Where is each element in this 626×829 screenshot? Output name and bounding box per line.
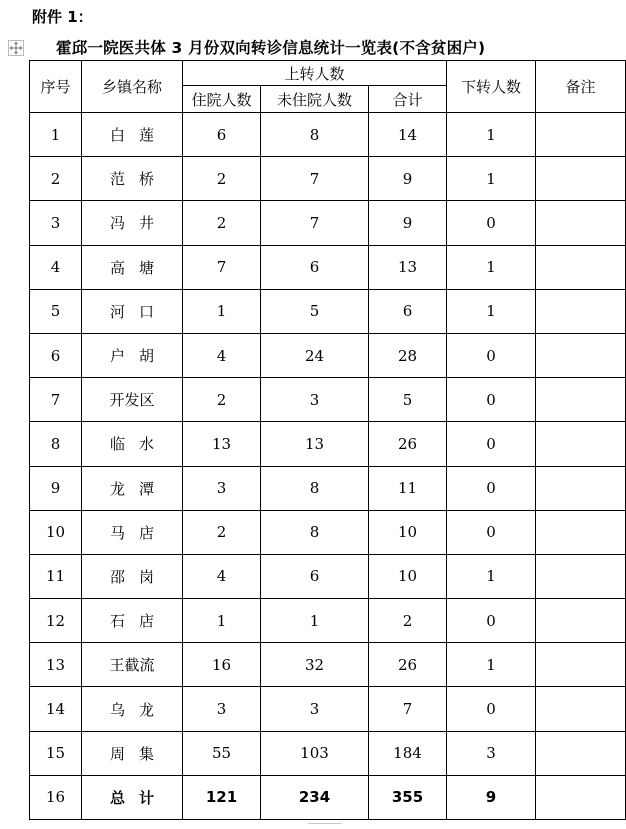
cell-town: 河口 bbox=[82, 289, 183, 333]
header-inpatient: 住院人数 bbox=[183, 86, 261, 113]
cell-seq: 10 bbox=[30, 510, 82, 554]
cell-remark bbox=[536, 422, 626, 466]
cell-seq: 7 bbox=[30, 378, 82, 422]
table-row bbox=[30, 333, 626, 377]
table-row bbox=[30, 289, 626, 333]
cell-remark bbox=[536, 289, 626, 333]
cell-inpatient: 2 bbox=[183, 157, 261, 201]
referral-table bbox=[29, 60, 626, 820]
cell-subtotal: 26 bbox=[369, 422, 447, 466]
cell-town: 白莲 bbox=[82, 113, 183, 157]
cell-inpatient: 2 bbox=[183, 201, 261, 245]
cell-downward: 0 bbox=[447, 466, 536, 510]
cell-town: 开发区 bbox=[82, 378, 183, 422]
cell-remark bbox=[536, 157, 626, 201]
cell-subtotal: 9 bbox=[369, 201, 447, 245]
cell-downward: 0 bbox=[447, 333, 536, 377]
cell-outpatient: 6 bbox=[261, 245, 369, 289]
cell-remark bbox=[536, 378, 626, 422]
header-downward: 下转人数 bbox=[447, 61, 536, 113]
cell-outpatient: 3 bbox=[261, 687, 369, 731]
cell-town: 范桥 bbox=[82, 157, 183, 201]
cell-subtotal: 28 bbox=[369, 333, 447, 377]
cell-seq: 3 bbox=[30, 201, 82, 245]
cell-subtotal: 6 bbox=[369, 289, 447, 333]
cell-inpatient: 2 bbox=[183, 378, 261, 422]
cell-downward: 1 bbox=[447, 245, 536, 289]
cell-outpatient: 1 bbox=[261, 599, 369, 643]
cell-outpatient: 32 bbox=[261, 643, 369, 687]
cell-downward: 1 bbox=[447, 157, 536, 201]
table-row bbox=[30, 687, 626, 731]
cell-town: 乌龙 bbox=[82, 687, 183, 731]
cell-outpatient: 24 bbox=[261, 333, 369, 377]
cell-inpatient: 2 bbox=[183, 510, 261, 554]
header-town: 乡镇名称 bbox=[82, 61, 183, 113]
header-remark: 备注 bbox=[536, 61, 626, 113]
cell-seq: 1 bbox=[30, 113, 82, 157]
cell-seq: 9 bbox=[30, 466, 82, 510]
cell-town: 高塘 bbox=[82, 245, 183, 289]
cell-downward: 1 bbox=[447, 113, 536, 157]
cell-outpatient: 7 bbox=[261, 201, 369, 245]
cell-remark bbox=[536, 643, 626, 687]
total-inpatient: 121 bbox=[183, 775, 261, 819]
cell-downward: 0 bbox=[447, 687, 536, 731]
table-row bbox=[30, 731, 626, 775]
cell-outpatient: 5 bbox=[261, 289, 369, 333]
table-row bbox=[30, 378, 626, 422]
total-row bbox=[30, 775, 626, 819]
cell-inpatient: 1 bbox=[183, 289, 261, 333]
cell-downward: 0 bbox=[447, 201, 536, 245]
cell-remark bbox=[536, 333, 626, 377]
cell-town: 临水 bbox=[82, 422, 183, 466]
cell-seq: 13 bbox=[30, 643, 82, 687]
cell-subtotal: 10 bbox=[369, 554, 447, 598]
cell-inpatient: 3 bbox=[183, 687, 261, 731]
cell-seq: 5 bbox=[30, 289, 82, 333]
table-row bbox=[30, 554, 626, 598]
cell-outpatient: 103 bbox=[261, 731, 369, 775]
table-row bbox=[30, 201, 626, 245]
cell-remark bbox=[536, 245, 626, 289]
cell-seq: 2 bbox=[30, 157, 82, 201]
cell-inpatient: 13 bbox=[183, 422, 261, 466]
cell-remark bbox=[536, 510, 626, 554]
cell-town: 马店 bbox=[82, 510, 183, 554]
cell-subtotal: 9 bbox=[369, 157, 447, 201]
cell-town: 户胡 bbox=[82, 333, 183, 377]
cell-outpatient: 8 bbox=[261, 510, 369, 554]
header-upward: 上转人数 bbox=[183, 61, 447, 86]
total-subtotal: 355 bbox=[369, 775, 447, 819]
cell-town: 邵岗 bbox=[82, 554, 183, 598]
cell-town: 冯井 bbox=[82, 201, 183, 245]
table-row bbox=[30, 643, 626, 687]
table-row bbox=[30, 599, 626, 643]
cell-inpatient: 4 bbox=[183, 333, 261, 377]
cell-inpatient: 16 bbox=[183, 643, 261, 687]
cell-remark bbox=[536, 599, 626, 643]
cell-seq: 12 bbox=[30, 599, 82, 643]
table-row bbox=[30, 157, 626, 201]
cell-remark bbox=[536, 466, 626, 510]
cell-subtotal: 7 bbox=[369, 687, 447, 731]
cell-downward: 0 bbox=[447, 599, 536, 643]
cell-subtotal: 184 bbox=[369, 731, 447, 775]
cell-outpatient: 8 bbox=[261, 113, 369, 157]
cell-downward: 1 bbox=[447, 643, 536, 687]
cell-downward: 0 bbox=[447, 378, 536, 422]
cell-downward: 1 bbox=[447, 289, 536, 333]
cell-seq: 6 bbox=[30, 333, 82, 377]
cell-subtotal: 10 bbox=[369, 510, 447, 554]
attachment-label: 附件 1： bbox=[32, 8, 93, 26]
cell-seq: 4 bbox=[30, 245, 82, 289]
header-subtotal: 合计 bbox=[369, 86, 447, 113]
cell-inpatient: 6 bbox=[183, 113, 261, 157]
cell-town: 石店 bbox=[82, 599, 183, 643]
cell-remark bbox=[536, 201, 626, 245]
page-edge-marker bbox=[308, 823, 342, 829]
total-seq: 16 bbox=[30, 775, 82, 819]
cell-subtotal: 5 bbox=[369, 378, 447, 422]
total-downward: 9 bbox=[447, 775, 536, 819]
cell-subtotal: 13 bbox=[369, 245, 447, 289]
cell-subtotal: 2 bbox=[369, 599, 447, 643]
table-row bbox=[30, 113, 626, 157]
total-outpatient: 234 bbox=[261, 775, 369, 819]
cell-downward: 0 bbox=[447, 510, 536, 554]
move-arrows-icon[interactable] bbox=[8, 40, 24, 56]
cell-downward: 1 bbox=[447, 554, 536, 598]
cell-outpatient: 13 bbox=[261, 422, 369, 466]
cell-remark bbox=[536, 687, 626, 731]
cell-subtotal: 26 bbox=[369, 643, 447, 687]
cell-seq: 14 bbox=[30, 687, 82, 731]
cell-subtotal: 11 bbox=[369, 466, 447, 510]
cell-inpatient: 3 bbox=[183, 466, 261, 510]
cell-inpatient: 1 bbox=[183, 599, 261, 643]
header-outpatient: 未住院人数 bbox=[261, 86, 369, 113]
cell-seq: 11 bbox=[30, 554, 82, 598]
cell-outpatient: 7 bbox=[261, 157, 369, 201]
cell-town: 龙潭 bbox=[82, 466, 183, 510]
cell-outpatient: 3 bbox=[261, 378, 369, 422]
cell-inpatient: 55 bbox=[183, 731, 261, 775]
table-row bbox=[30, 466, 626, 510]
cell-remark bbox=[536, 554, 626, 598]
cell-remark bbox=[536, 731, 626, 775]
total-remark bbox=[536, 775, 626, 819]
cell-inpatient: 7 bbox=[183, 245, 261, 289]
cell-inpatient: 4 bbox=[183, 554, 261, 598]
cell-outpatient: 8 bbox=[261, 466, 369, 510]
cell-remark bbox=[536, 113, 626, 157]
cell-town: 周集 bbox=[82, 731, 183, 775]
document-title: 霍邱一院医共体 3 月份双向转诊信息统计一览表(不含贫困户) bbox=[56, 39, 486, 57]
table-row bbox=[30, 422, 626, 466]
cell-town: 王截流 bbox=[82, 643, 183, 687]
cell-seq: 8 bbox=[30, 422, 82, 466]
cell-seq: 15 bbox=[30, 731, 82, 775]
cell-subtotal: 14 bbox=[369, 113, 447, 157]
cell-downward: 3 bbox=[447, 731, 536, 775]
table-row bbox=[30, 510, 626, 554]
total-town: 总计 bbox=[82, 775, 183, 819]
cell-outpatient: 6 bbox=[261, 554, 369, 598]
header-seq: 序号 bbox=[30, 61, 82, 113]
cell-downward: 0 bbox=[447, 422, 536, 466]
table-row bbox=[30, 245, 626, 289]
